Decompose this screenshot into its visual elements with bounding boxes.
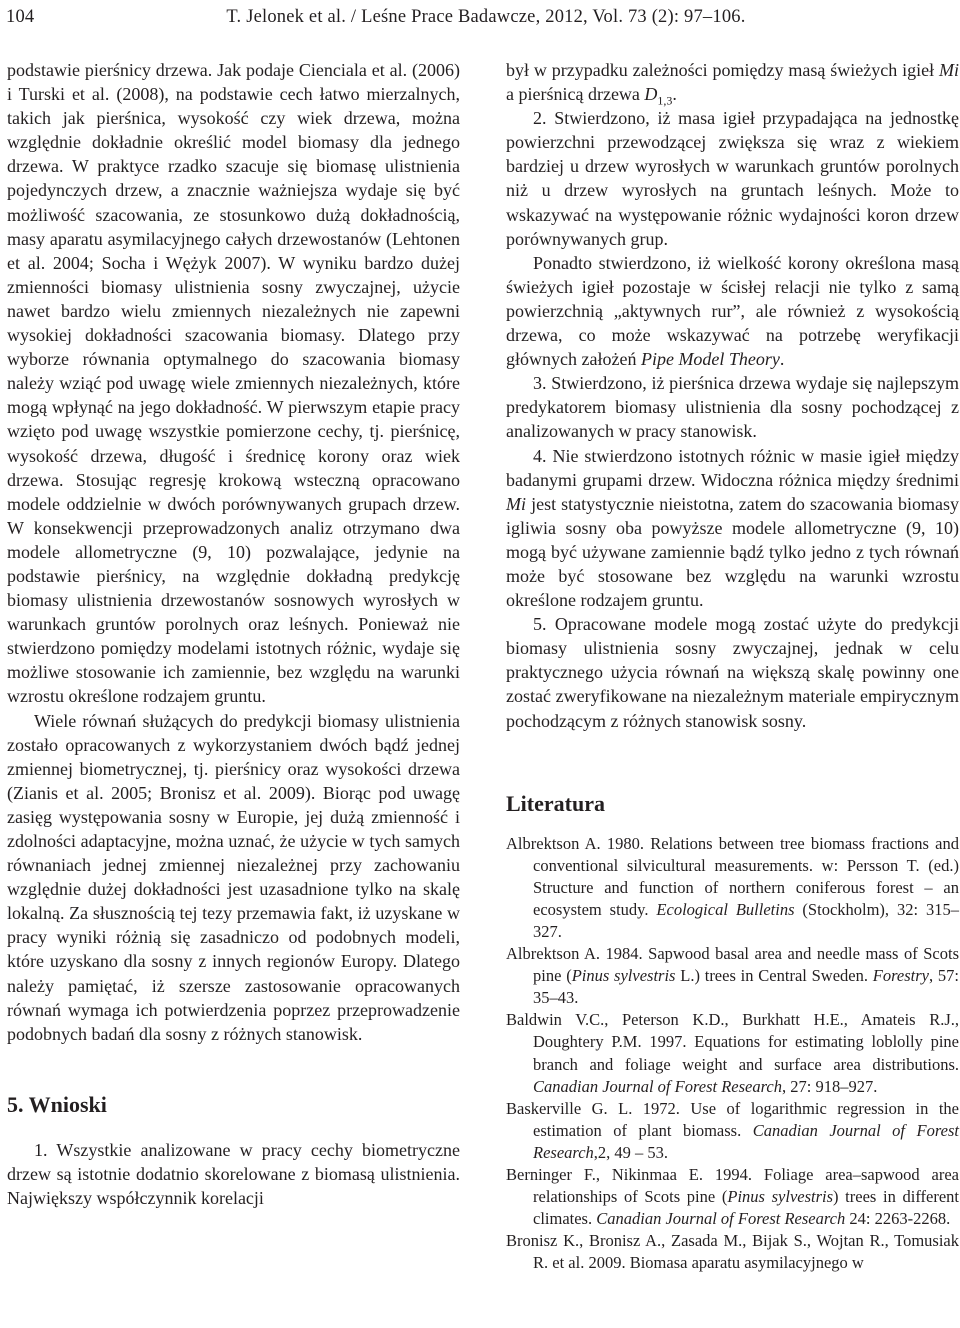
conclusion-1: 1. Wszystkie analizowane w pracy cechy biometryczne drzew są istotnie dodatnio skorelowane z biomasą ulistnienia. Największy współczynnik korelacji bbox=[7, 1139, 460, 1209]
conclusion-4: 4. Nie stwierdzono istotnych różnic w masie igieł między badanymi grupami drzew. Widoczna różnica między średnimi Mi jest statystycznie nieistotna, zatem do szacowania biomasy igliwia sosny oba powyższe modele allometryczne (9, 10) mogą być używane zamiennie bądź tylko jedno z tych równań może być stosowane bez względu na warunki wzrostu określone rodzajem gruntu. bbox=[506, 445, 959, 611]
conclusion-2-extra: Ponadto stwierdzono, iż wielkość korony określona masą świeżych igieł pozostaje w ścisłej relacji nie tylko z samą powierzchnią „aktywnych rur”, ale również z wysokością drzewa, co może wskazywać na potrzebę weryfikacji głównych założeń Pipe Model Theory. bbox=[506, 252, 959, 370]
conclusion-3: 3. Stwierdzono, iż pierśnica drzewa wydaje się najlepszym predykatorem biomasy ulistnienia dla sosny pochodzącej z analizowanych w pracy stanowisk. bbox=[506, 373, 959, 442]
right-column bbox=[506, 58, 959, 1275]
left-column bbox=[7, 58, 460, 1210]
reference-item: Bronisz K., Bronisz A., Zasada M., Bijak S., Wojtan R., Tomusiak R. et al. 2009. Biomasa aparatu asymilacyjnego w bbox=[506, 1231, 959, 1273]
conclusion-1-continued: był w przypadku zależności pomiędzy masą świeżych igieł Mi a pierśnicą drzewa $D_{1,3}$. bbox=[506, 60, 959, 108]
running-head: T. Jelonek et al. / Leśne Prace Badawcze, 2012, Vol. 73 (2): 97–106. bbox=[226, 7, 746, 27]
reference-item: Baskerville G. L. 1972. Use of logarithmic regression in the estimation of plant biomass. Canadian Journal of Forest Research,2, 49 – 53. bbox=[506, 1098, 959, 1162]
section-title-wnioski: 5. Wnioski bbox=[7, 1091, 107, 1117]
page-number: 104 bbox=[6, 7, 35, 27]
conclusion-2: 2. Stwierdzono, iż masa igieł przypadająca na jednostkę powierzchni przewodzącej zwiększa się wraz z wiekiem bardziej u drzew wyrosłych w warunkach gruntów porolnych niż u drzew wyrosłych na gruntach leśnych. Może to wskazywać na występowanie różnic wydajności koron drzew porównywanych grup. bbox=[506, 108, 959, 249]
reference-item: Berninger F., Nikinmaa E. 1994. Foliage area–sapwood area relationships of Scots pine (Pinus sylvestris) trees in different climates. Canadian Journal of Forest Research 24: 2263-2268. bbox=[506, 1165, 959, 1229]
body-paragraph: podstawie pierśnicy drzewa. Jak podaje Cienciala et al. (2006) i Turski et al. (2008), na podstawie cech łatwo mierzalnych, takich jak pierśnica, wysokość czy wiek drzewa, można względnie dokładnie określić model biomasy dla jednego drzewa. W praktyce rzadko szacuje się biomasę ulistnienia pojedynczych drzew, a znacznie ważniejsza wydaje się być możliwość szacowania, ze stosunkowo dużą dokładnością, masy aparatu asymilacyjnego całych drzewostanów (Lehtonen et al. 2004; Socha i Wężyk 2007). W wyniku bardzo dużej zmienności biomasy ulistnienia sosny zwyczajnej, użycie nawet bardzo wielu zmiennych niezależnych nie zapewni wysokiej dokładności szacowania biomasy. Dlatego przy wyborze równania optymalnego do szacowania biomasy należy wziąć pod uwagę wiele zmiennych niezależnych, które mogą wpłynąć na jego dokładność. W pierwszym etapie pracy wzięto pod uwagę wszystkie pomierzone cechy, tj. pierśnicę, wysokość drzewa, długość i średnicę korony oraz wiek drzewa. Stosując regresję krokową wsteczną opracowano modele oddzielnie w dwóch porównywanych grupach drzew. W konsekwencji przeprowadzonych analiz otrzymano dwa modele allometryczne (9, 10) pozwalające, jedynie na podstawie pierśnicy, na względnie dokładną predykcję biomasy ulistnienia drzewostanów sosnowych wyrosłych w warunkach gruntów porolnych oraz leśnych. Ponieważ nie stwierdzono pomiędzy modelami istotnych różnic, wydaje się możliwe stosowanie ich zamiennie, bez względu na warunki wzrostu określone rodzajem gruntu. bbox=[7, 60, 460, 707]
section-title-literatura: Literatura bbox=[506, 790, 605, 816]
reference-item: Albrektson A. 1980. Relations between tree biomass fractions and conventional silvicultural measurements. w: Persson T. (ed.) Structure and function of northern coniferous forest – an ecosystem study. Ecological Bulletins (Stockholm), 32: 315–327. bbox=[506, 833, 960, 941]
reference-item: Baldwin V.C., Peterson K.D., Burkhatt H.E., Amateis R.J., Doughtery P.M. 1997. Equations for estimating loblolly pine branch and foliage weight and surface area distributions. Canadian Journal of Forest Research, 27: 918–927. bbox=[506, 1010, 959, 1096]
body-paragraph: Wiele równań służących do predykcji biomasy ulistnienia zostało opracowanych z wykorzystaniem dwóch bądź jednej zmiennej biometrycznej, tj. pierśnicy oraz wysokości drzewa (Zianis et al. 2005; Bronisz et al. 2009). Biorąc pod uwagę zasięg występowania sosny w Europie, jej dużą zmienność i zdolności adaptacyjne, można uznać, że użycie w tych samych równaniach jednej zmiennej niezależnej przy zachowaniu względnie dużej dokładności jest uzasadnione tylko na skalę lokalną. Za słusznością tej tezy przemawia fakt, iż uzyskane w pracy wyniki różnią się zasadniczo od podobnych modeli, które uzyskano dla sosny z innych regionów Europy. Dlatego należy pamiętać, iż szersze zastosowanie opracowanych równań wymaga ich potwierdzenia poprzez przeprowadzenie podobnych badań dla sosny z różnych stanowisk. bbox=[7, 710, 460, 1044]
reference-list bbox=[506, 833, 959, 1275]
reference-item: Albrektson A. 1984. Sapwood basal area and needle mass of Scots pine (Pinus sylvestris L.) trees in Central Sweden. Forestry, 57: 35–43. bbox=[506, 944, 959, 1008]
conclusion-5: 5. Opracowane modele mogą zostać użyte do predykcji biomasy ulistnienia sosny zwyczajnej, jednak w celu praktycznego użycia równań na większą skalę powinny one zostać zweryfikowane na niezależnym materiale empirycznym pochodzącym z różnych stanowisk sosny. bbox=[506, 614, 959, 731]
page-header bbox=[0, 0, 960, 40]
